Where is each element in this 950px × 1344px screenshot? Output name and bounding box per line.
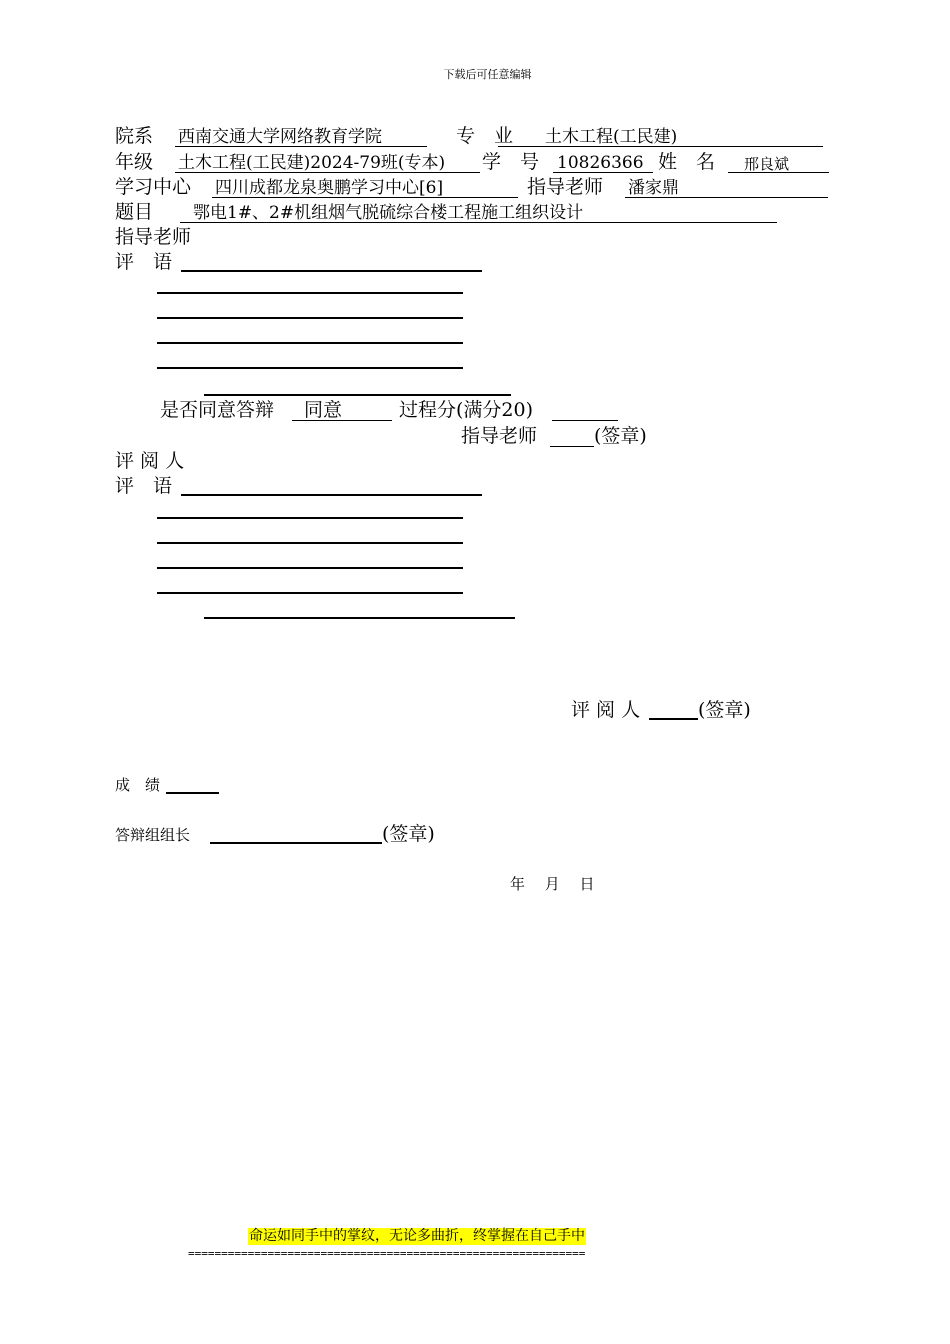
- reviewer-sign-underline: [649, 718, 698, 720]
- reviewer-comment-line: [157, 592, 463, 594]
- defense-leader-seal-label: (签章): [382, 823, 435, 845]
- student-no-underline: [553, 172, 653, 173]
- dept-label: 院系: [115, 125, 154, 147]
- topic-label: 题目: [115, 201, 154, 223]
- reviewer-comment-label: 评 语: [115, 475, 173, 497]
- center-underline: [212, 197, 518, 198]
- center-label: 学习中心: [115, 176, 192, 198]
- advisor-comment-label: 评 语: [115, 251, 173, 273]
- major-label: 专 业: [456, 125, 514, 147]
- defense-question: 是否同意答辩: [160, 399, 275, 421]
- name-underline: [728, 172, 829, 173]
- grade-label: 年级: [115, 151, 154, 173]
- advisor-comment-line: [157, 292, 463, 294]
- page-header-note: 下载后可任意编辑: [443, 68, 532, 81]
- reviewer-seal-label: (签章): [698, 699, 751, 721]
- major-underline: [498, 146, 823, 147]
- advisor-sign-underline: [550, 446, 594, 447]
- dept-underline: [175, 146, 427, 147]
- advisor-underline: [625, 197, 828, 198]
- major-value: 土木工程(工民建): [545, 127, 678, 147]
- process-score-underline: [552, 420, 618, 421]
- reviewer-comment-line: [157, 517, 463, 519]
- student-no-label: 学 号: [482, 151, 540, 173]
- reviewer-sign-label: 评 阅 人: [571, 699, 641, 721]
- topic-underline: [180, 222, 777, 223]
- date-label: 年 月 日: [510, 875, 595, 893]
- advisor-sign-label: 指导老师: [461, 425, 538, 447]
- name-value: 邢良斌: [744, 155, 790, 173]
- advisor-section-heading: 指导老师: [115, 226, 192, 248]
- advisor-value: 潘家鼎: [628, 178, 679, 198]
- reviewer-comment-line: [204, 617, 515, 619]
- advisor-comment-line: [204, 394, 511, 396]
- reviewer-section-heading: 评 阅 人: [115, 450, 185, 472]
- footer-motto: 命运如同手中的掌纹，无论多曲折，终掌握在自己手中: [249, 1228, 585, 1244]
- reviewer-comment-line: [157, 567, 463, 569]
- score-underline: [166, 792, 219, 794]
- defense-answer-underline: [292, 420, 392, 421]
- advisor-seal-label: (签章): [594, 425, 647, 447]
- defense-answer: 同意: [304, 399, 343, 421]
- dept-value: 西南交通大学网络教育学院: [178, 127, 382, 147]
- footer-separator: ============================================================: [188, 1247, 586, 1260]
- score-label: 成 绩: [115, 776, 161, 794]
- reviewer-comment-line: [157, 542, 463, 544]
- topic-value: 鄂电1#、2#机组烟气脱硫综合楼工程施工组织设计: [193, 203, 584, 223]
- grade-value: 土木工程(工民建)2024-79班(专本): [178, 153, 446, 173]
- defense-leader-label: 答辩组组长: [115, 826, 191, 844]
- advisor-comment-line: [157, 317, 463, 319]
- reviewer-comment-line: [181, 494, 482, 496]
- name-label: 姓 名: [658, 151, 716, 173]
- advisor-comment-line: [157, 342, 463, 344]
- advisor-label: 指导老师: [527, 176, 604, 198]
- grade-underline: [175, 172, 480, 173]
- student-no-value: 10826366: [557, 153, 644, 173]
- defense-leader-underline: [210, 842, 382, 844]
- center-value: 四川成都龙泉奥鹏学习中心[6]: [215, 178, 444, 198]
- advisor-comment-line: [157, 367, 463, 369]
- process-score-label: 过程分(满分20): [399, 399, 534, 421]
- advisor-comment-line: [181, 270, 482, 272]
